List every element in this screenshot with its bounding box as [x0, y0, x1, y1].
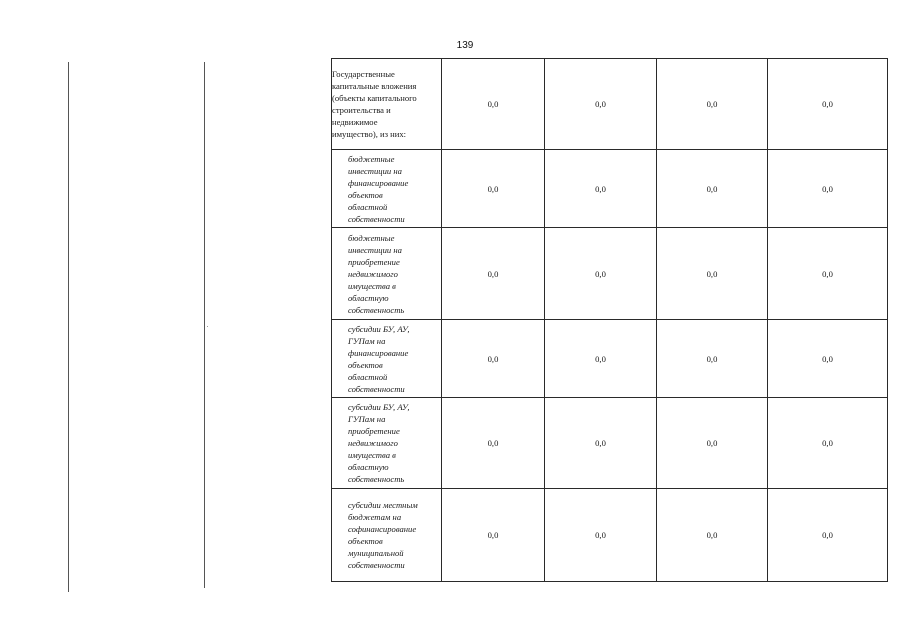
table-row	[332, 150, 888, 228]
value-cell: 0,0	[545, 320, 657, 398]
value-cell: 0,0	[442, 320, 545, 398]
capital-investment-table	[331, 58, 888, 582]
value-cell: 0,0	[657, 59, 768, 150]
row-label: субсидии БУ, АУ, ГУПам на приобретение недвижимого имущества в областную собственность	[332, 398, 442, 489]
table-row	[332, 320, 888, 398]
value-cell: 0,0	[442, 489, 545, 582]
value-cell: 0,0	[442, 150, 545, 228]
value-cell: 0,0	[442, 228, 545, 320]
value-cell: 0,0	[657, 320, 768, 398]
value-cell: 0,0	[545, 228, 657, 320]
scan-speck	[207, 326, 208, 327]
value-cell: 0,0	[768, 398, 888, 489]
value-cell: 0,0	[545, 59, 657, 150]
value-cell: 0,0	[442, 398, 545, 489]
value-cell: 0,0	[768, 320, 888, 398]
row-label: субсидии местным бюджетам на софинансирование объектов муниципальной собственности	[332, 489, 442, 582]
value-cell: 0,0	[442, 59, 545, 150]
value-cell: 0,0	[768, 59, 888, 150]
table-row	[332, 228, 888, 320]
value-cell: 0,0	[545, 150, 657, 228]
value-cell: 0,0	[657, 228, 768, 320]
table-row	[332, 398, 888, 489]
table-row	[332, 489, 888, 582]
table-row	[332, 59, 888, 150]
value-cell: 0,0	[768, 150, 888, 228]
row-label: Государственные капитальные вложения (объекты капитального строительства и недвижимое имущество), из них:	[332, 59, 442, 150]
row-label: субсидии БУ, АУ, ГУПам на финансирование объектов областной собственности	[332, 320, 442, 398]
value-cell: 0,0	[545, 398, 657, 489]
value-cell: 0,0	[545, 489, 657, 582]
value-cell: 0,0	[657, 489, 768, 582]
inner-margin-rule	[204, 62, 205, 588]
value-cell: 0,0	[768, 489, 888, 582]
page-number: 139	[456, 40, 474, 51]
left-margin-rule	[68, 62, 69, 592]
value-cell: 0,0	[657, 398, 768, 489]
row-label: бюджетные инвестиции на приобретение недвижимого имущества в областную собственность	[332, 228, 442, 320]
value-cell: 0,0	[768, 228, 888, 320]
row-label: бюджетные инвестиции на финансирование объектов областной собственности	[332, 150, 442, 228]
value-cell: 0,0	[657, 150, 768, 228]
